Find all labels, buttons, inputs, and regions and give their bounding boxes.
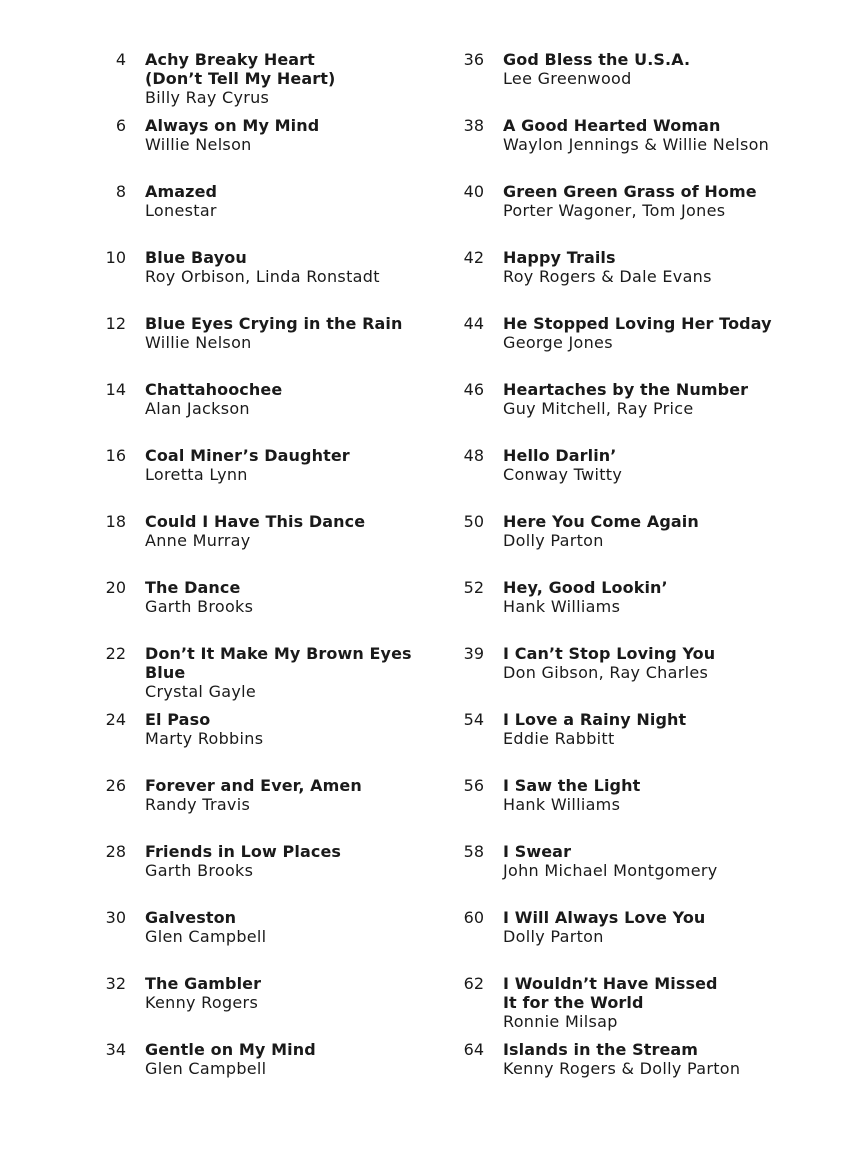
song-title: Hello Darlin’ <box>503 446 617 465</box>
song-title: The Dance <box>145 578 241 597</box>
song-info <box>503 776 640 814</box>
page-number: 26 <box>105 776 126 795</box>
song-artist: Hank Williams <box>503 597 621 616</box>
song-entry <box>92 446 442 512</box>
song-entry <box>92 512 442 578</box>
page-number: 46 <box>463 380 484 399</box>
song-title: I Can’t Stop Loving You <box>503 644 716 663</box>
page-number: 4 <box>115 50 126 69</box>
song-info <box>145 908 266 946</box>
song-entry <box>92 50 442 116</box>
song-artist: Marty Robbins <box>145 729 264 748</box>
song-entry <box>450 908 780 974</box>
song-artist: Alan Jackson <box>145 399 250 418</box>
song-title: I Will Always Love You <box>503 908 706 927</box>
song-entry <box>92 776 442 842</box>
song-info <box>503 116 769 154</box>
page-number: 22 <box>105 644 126 663</box>
song-artist: Glen Campbell <box>145 927 267 946</box>
song-entry <box>92 578 442 644</box>
page-number: 30 <box>105 908 126 927</box>
song-artist: Willie Nelson <box>145 135 252 154</box>
song-title: Blue Eyes Crying in the Rain <box>145 314 403 333</box>
song-entry <box>450 710 780 776</box>
page-number: 14 <box>105 380 126 399</box>
song-artist: Porter Wagoner, Tom Jones <box>503 201 726 220</box>
song-info <box>503 446 622 484</box>
song-info <box>145 644 442 701</box>
song-entry <box>92 842 442 908</box>
song-entry <box>92 710 442 776</box>
song-entry <box>92 974 442 1040</box>
page-number: 58 <box>463 842 484 861</box>
song-list-right-column <box>450 50 780 1106</box>
song-artist: Dolly Parton <box>503 927 604 946</box>
song-artist: Crystal Gayle <box>145 682 257 701</box>
page-number: 39 <box>463 644 484 663</box>
song-title: Here You Come Again <box>503 512 699 531</box>
page-number: 56 <box>463 776 484 795</box>
song-info <box>145 776 362 814</box>
song-entry <box>450 512 780 578</box>
song-title: Forever and Ever, Amen <box>145 776 362 795</box>
song-artist: Hank Williams <box>503 795 621 814</box>
song-artist: Loretta Lynn <box>145 465 248 484</box>
song-artist: Willie Nelson <box>145 333 252 352</box>
song-title: Green Green Grass of Home <box>503 182 757 201</box>
song-entry <box>450 1040 780 1106</box>
page-number: 18 <box>105 512 126 531</box>
song-artist: Roy Orbison, Linda Ronstadt <box>145 267 380 286</box>
song-artist: Kenny Rogers & Dolly Parton <box>503 1059 741 1078</box>
song-title: I Wouldn’t Have Missed <box>503 974 718 993</box>
song-artist: Ronnie Milsap <box>503 1012 618 1031</box>
song-info <box>145 380 282 418</box>
song-entry <box>450 116 780 182</box>
song-title: (Don’t Tell My Heart) <box>145 69 336 88</box>
song-info <box>503 908 705 946</box>
song-info <box>145 974 261 1012</box>
page-number: 52 <box>463 578 484 597</box>
song-artist: Lonestar <box>145 201 217 220</box>
page-number: 34 <box>105 1040 126 1059</box>
song-info <box>503 314 772 352</box>
song-title: Gentle on My Mind <box>145 1040 316 1059</box>
page-number: 60 <box>463 908 484 927</box>
song-title: Chattahoochee <box>145 380 283 399</box>
song-entry <box>450 50 780 116</box>
song-entry <box>92 248 442 314</box>
song-title: Don’t It Make My Brown Eyes Blue <box>145 644 412 682</box>
page-number: 10 <box>105 248 126 267</box>
song-title: The Gambler <box>145 974 262 993</box>
song-artist: Dolly Parton <box>503 531 604 550</box>
song-info <box>145 248 380 286</box>
song-list-left-column <box>92 50 442 1106</box>
song-title: Coal Miner’s Daughter <box>145 446 350 465</box>
song-entry <box>450 248 780 314</box>
song-info <box>145 842 341 880</box>
song-artist: Conway Twitty <box>503 465 623 484</box>
song-entry <box>450 842 780 908</box>
song-entry <box>450 446 780 512</box>
song-entry <box>450 380 780 446</box>
song-artist: Waylon Jennings & Willie Nelson <box>503 135 770 154</box>
song-artist: Glen Campbell <box>145 1059 267 1078</box>
song-entry <box>450 644 780 710</box>
song-artist: Kenny Rogers <box>145 993 259 1012</box>
song-entry <box>92 1040 442 1106</box>
page-number: 40 <box>463 182 484 201</box>
page-number: 32 <box>105 974 126 993</box>
song-title: Achy Breaky Heart <box>145 50 315 69</box>
song-entry <box>450 776 780 842</box>
song-title: It for the World <box>503 993 644 1012</box>
song-info <box>503 380 748 418</box>
song-info <box>145 512 365 550</box>
page-number: 64 <box>463 1040 484 1059</box>
page-number: 36 <box>463 50 484 69</box>
song-info <box>503 1040 740 1078</box>
song-artist: Lee Greenwood <box>503 69 632 88</box>
song-artist: Randy Travis <box>145 795 251 814</box>
song-title: I Saw the Light <box>503 776 641 795</box>
song-title: Heartaches by the Number <box>503 380 749 399</box>
song-title: God Bless the U.S.A. <box>503 50 691 69</box>
song-info <box>145 578 253 616</box>
song-title: Amazed <box>145 182 218 201</box>
page-number: 6 <box>115 116 126 135</box>
song-entry <box>450 974 780 1040</box>
song-title: Hey, Good Lookin’ <box>503 578 668 597</box>
song-title: Always on My Mind <box>145 116 320 135</box>
song-artist: Eddie Rabbitt <box>503 729 615 748</box>
page-number: 44 <box>463 314 484 333</box>
page-number: 42 <box>463 248 484 267</box>
page-number: 28 <box>105 842 126 861</box>
song-info <box>503 578 668 616</box>
song-title: Could I Have This Dance <box>145 512 366 531</box>
page-number: 38 <box>463 116 484 135</box>
song-artist: Anne Murray <box>145 531 251 550</box>
song-entry <box>92 314 442 380</box>
song-info <box>503 512 699 550</box>
song-artist: Guy Mitchell, Ray Price <box>503 399 694 418</box>
song-title: Friends in Low Places <box>145 842 342 861</box>
song-entry <box>450 314 780 380</box>
song-artist: Don Gibson, Ray Charles <box>503 663 709 682</box>
song-info <box>145 314 402 352</box>
page-number: 8 <box>115 182 126 201</box>
song-info <box>503 710 686 748</box>
song-info <box>503 644 715 682</box>
song-info <box>503 50 690 88</box>
song-entry <box>92 182 442 248</box>
song-title: I Love a Rainy Night <box>503 710 687 729</box>
song-entry <box>92 908 442 974</box>
song-info <box>503 248 712 286</box>
song-info <box>503 842 718 880</box>
song-entry <box>92 644 442 710</box>
page-number: 24 <box>105 710 126 729</box>
song-title: Galveston <box>145 908 237 927</box>
song-info <box>145 116 319 154</box>
page-number: 12 <box>105 314 126 333</box>
song-title: El Paso <box>145 710 211 729</box>
song-entry <box>450 182 780 248</box>
song-info <box>145 446 350 484</box>
song-info <box>145 50 335 107</box>
song-info <box>145 1040 316 1078</box>
song-title: Islands in the Stream <box>503 1040 699 1059</box>
song-title: A Good Hearted Woman <box>503 116 721 135</box>
page-number: 20 <box>105 578 126 597</box>
song-info <box>503 974 718 1031</box>
page-number: 54 <box>463 710 484 729</box>
song-artist: John Michael Montgomery <box>503 861 718 880</box>
song-entry <box>450 578 780 644</box>
song-title: Happy Trails <box>503 248 616 267</box>
song-title: Blue Bayou <box>145 248 247 267</box>
song-artist: Billy Ray Cyrus <box>145 88 270 107</box>
song-entry <box>92 116 442 182</box>
song-title: I Swear <box>503 842 572 861</box>
song-entry <box>92 380 442 446</box>
song-info <box>503 182 757 220</box>
page-number: 16 <box>105 446 126 465</box>
song-info <box>145 710 263 748</box>
song-artist: Roy Rogers & Dale Evans <box>503 267 712 286</box>
song-info <box>145 182 217 220</box>
page-number: 48 <box>463 446 484 465</box>
song-artist: Garth Brooks <box>145 597 254 616</box>
page-number: 62 <box>463 974 484 993</box>
song-artist: George Jones <box>503 333 613 352</box>
song-artist: Garth Brooks <box>145 861 254 880</box>
page-number: 50 <box>463 512 484 531</box>
song-title: He Stopped Loving Her Today <box>503 314 772 333</box>
